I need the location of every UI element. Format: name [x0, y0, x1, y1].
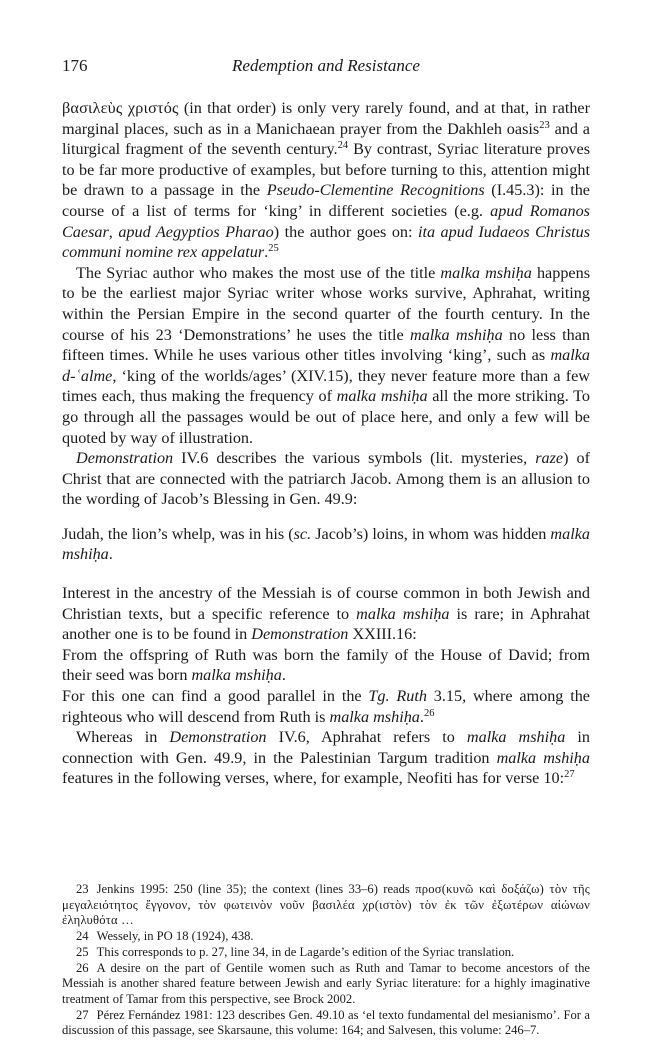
greek-text: βασιλεὺς χριστός: [62, 99, 179, 117]
text-run: Jacob’s) loins, in whom was hidden: [311, 524, 551, 543]
footnote-marker: 24: [337, 140, 349, 152]
text-run: happens to be the earliest major Syriac writer whose works survive, Aphrahat, writing within the Persian Empire in the second quarter of the fourth century. In the course of his 23 ‘Demonstrations’ he uses the title: [62, 263, 590, 344]
text-run: Interest in the ancestry of the Messiah is of course common in both Jewish and Christian texts, but a specific reference to: [62, 584, 590, 623]
italic-text: sc.: [293, 524, 312, 543]
text-run: The Syriac author who makes the most use of the title: [76, 263, 441, 282]
paragraph: [62, 263, 590, 448]
italic-text: malka mshiḥa: [496, 748, 590, 767]
footnote: [62, 1008, 590, 1039]
italic-text: malka d-ʿalme: [62, 346, 590, 385]
italic-text: malka mshiḥa: [410, 325, 503, 344]
italic-text: malka mshiḥa: [466, 728, 566, 747]
text-run: IV.6 describes the various symbols (lit. mysteries,: [173, 449, 536, 468]
paragraph: [62, 98, 590, 263]
text-run: XXIII.16:: [348, 625, 417, 644]
block-quote: [62, 645, 590, 686]
text-run: ) of Christ that are connected with the patriarch Jacob. Among them is an allusion to the wording of Jacob’s Blessing in Gen. 49.9:: [62, 449, 591, 509]
footnote-marker: 26: [423, 707, 435, 719]
text-run: (in that order) is only very rarely found, and at that, in rather marginal places, such as in a Manichaean prayer from the Dakhleh oasis: [62, 99, 590, 138]
text-run: ) the author goes on:: [273, 222, 418, 241]
footnote: [62, 882, 590, 929]
italic-text: raze: [535, 449, 564, 468]
text-run: Whereas in: [76, 728, 170, 747]
footnote-number: 23: [76, 882, 89, 896]
text-run: Jenkins 1995: 250 (line 35); the context (lines 33–6) reads: [96, 882, 416, 896]
italic-text: apud Romanos Caesar: [62, 201, 590, 241]
text-run: IV.6, Aphrahat refers to: [266, 728, 467, 747]
footnote-number: 24: [76, 929, 89, 944]
italic-text: malka mshiḥa: [440, 263, 532, 282]
footnote-number: 26: [76, 960, 89, 975]
text-run: .: [108, 545, 113, 564]
footnote: [62, 945, 590, 961]
text-run: is rare; in Aphrahat another one is to be found in: [62, 604, 590, 644]
italic-text: malka mshiḥa: [356, 604, 450, 623]
italic-text: apud Aegyptios Pharao: [118, 222, 274, 241]
footnote-marker: 27: [564, 769, 575, 781]
footnotes: [62, 882, 590, 1039]
italic-text: Demonstration: [76, 449, 174, 468]
footnote-marker: 23: [539, 119, 550, 131]
footnote-marker: 25: [268, 243, 279, 255]
text-run: For this one can find a good parallel in the: [62, 687, 369, 706]
text-run: , ‘king of the worlds/ages’ (XIV.15), they never feature more than a few times each, thus making the frequency of: [62, 366, 590, 406]
footnote-number: 27: [76, 1007, 89, 1022]
paragraph: [62, 583, 590, 645]
italic-text: Pseudo-Clementine Recognitions: [266, 181, 485, 200]
italic-text: malka mshiḥa: [62, 524, 590, 564]
italic-text: malka mshiḥa: [191, 666, 282, 685]
text-run: .: [419, 707, 424, 726]
text-run: Pérez Fernández 1981: 123 describes Gen. 49.10 as ‘el texto fundamental del mesianismo’. For a discussion of this passage, see Skarsaune, this volume: 164; and Salvesen, this volume: 246–7.: [62, 1007, 590, 1038]
footnote-number: 25: [76, 944, 89, 959]
text-run: .: [264, 243, 269, 262]
greek-text: προσ(κυνῶ καὶ δοξάζω) τὸν τῆς μεγαλειότητος ἔγγονον, τὸν φωτεινὸν νοῦν βασιλέα χρ(ιστὸν) τὸν ἐκ τῶν ἐξωτέρων αἰώνων ἐληλυθότα …: [62, 882, 590, 928]
italic-text: Tg. Ruth: [368, 687, 427, 706]
italic-text: malka mshiḥa: [336, 387, 428, 406]
italic-text: malka mshiḥa: [329, 707, 420, 726]
text-run: By contrast, Syriac literature proves to be far more productive of examples, but before turning to this, attention might be drawn to a passage in the: [62, 140, 591, 200]
text-run: features in the following verses, where, for example, Neofiti has for verse 10:: [62, 769, 565, 788]
footnote: [62, 961, 590, 1008]
text-run: in connection with Gen. 49.9, in the Palestinian Targum tradition: [62, 728, 591, 767]
text-run: A desire on the part of Gentile women such as Ruth and Tamar to become ancestors of the Messiah is another shared feature between Jewish and early Syriac literature: for a highly imaginative treatment of Tamar from this perspective, see Brock 2002.: [62, 960, 590, 1006]
text-run: and a liturgical fragment of the seventh century.: [62, 119, 590, 159]
page-header: [62, 56, 590, 80]
paragraph: [62, 727, 590, 789]
text-run: (I.45.3): in the course of a list of terms for ‘king’ in different societies (e.g.: [62, 181, 590, 220]
italic-text: Demonstration: [251, 625, 349, 644]
footnote: [62, 929, 590, 945]
running-title: Redemption and Resistance: [232, 56, 420, 75]
paragraph: [62, 448, 590, 510]
text-run: Judah, the lion’s whelp, was in his (: [62, 524, 294, 543]
paragraph: [62, 686, 590, 727]
text-run: all the more striking. To go through all the passages would be out of place here, and only a few will be quoted by way of illustration.: [62, 387, 590, 447]
body-text: [62, 98, 590, 789]
text-run: ,: [108, 222, 119, 241]
text-run: This corresponds to p. 27, line 34, in de Lagarde’s edition of the Syriac translation.: [96, 944, 515, 959]
page-number: 176: [62, 56, 88, 75]
text-run: 3.15, where among the righteous who will descend from Ruth is: [62, 687, 590, 726]
block-quote: [62, 524, 590, 565]
text-run: no less than fifteen times. While he uses various other titles involving ‘king’, such as: [62, 325, 591, 365]
text-run: .: [281, 666, 286, 685]
text-run: From the offspring of Ruth was born the family of the House of David; from their seed was born: [62, 645, 590, 685]
text-run: Wessely, in PO 18 (1924), 438.: [96, 929, 254, 944]
italic-text: Demonstration: [169, 728, 267, 747]
italic-text: ita apud Iudaeos Christus communi nomine rex appelatur: [62, 222, 591, 262]
